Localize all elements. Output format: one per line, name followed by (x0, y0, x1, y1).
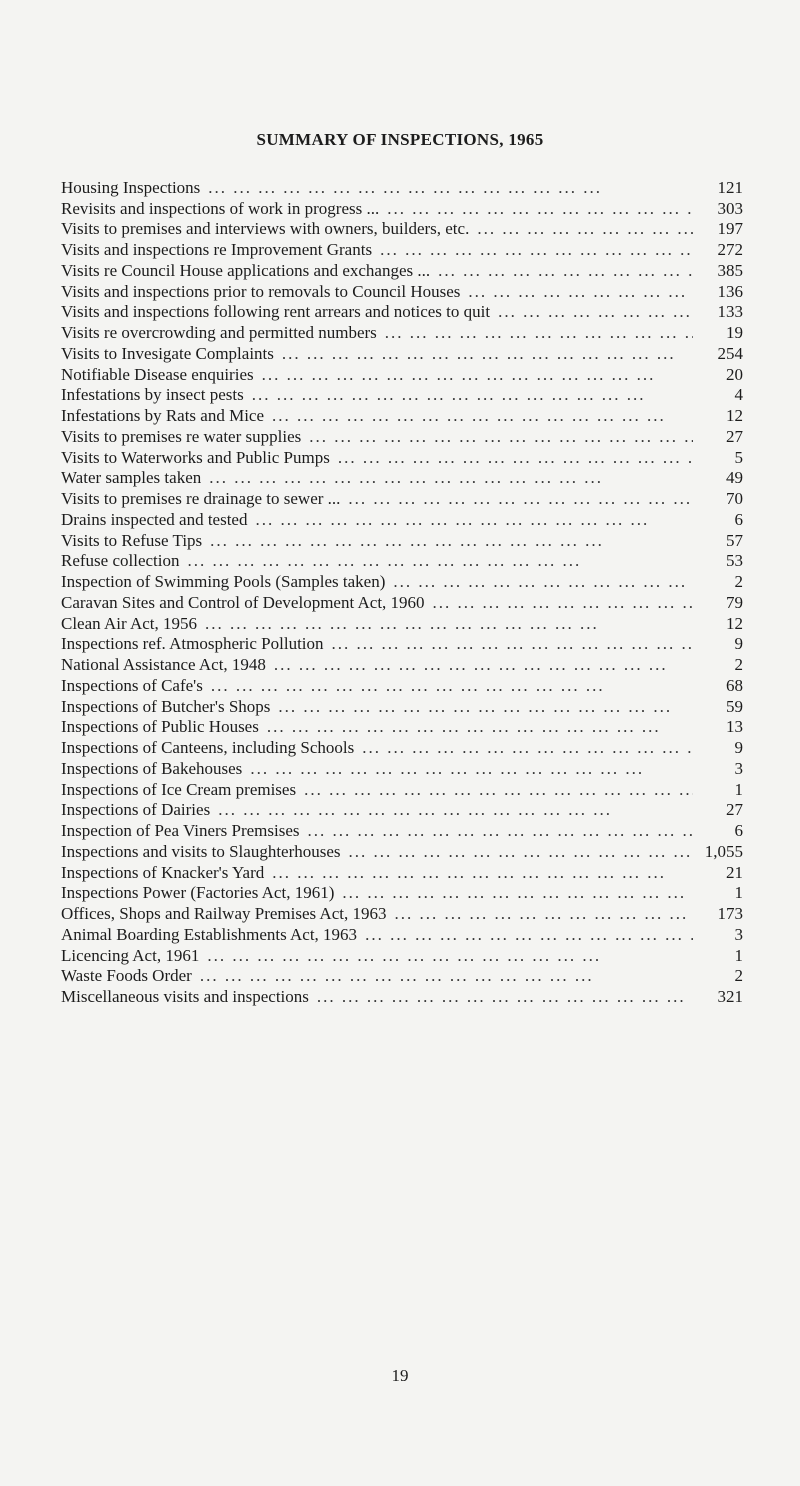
inspection-count: 133 (717, 302, 743, 322)
inspection-row (61, 405, 743, 426)
inspection-count: 27 (726, 426, 743, 446)
inspection-row (61, 654, 743, 675)
inspection-count: 6 (734, 509, 743, 529)
inspection-count: 12 (726, 613, 743, 633)
inspection-label: Revisits and inspections of work in progress ... (61, 198, 380, 218)
inspection-label: Inspections of Knacker's Yard (61, 862, 265, 882)
inspection-count: 254 (717, 343, 743, 363)
dot-leader (380, 240, 693, 260)
dot-leader (498, 302, 693, 322)
inspection-count: 5 (734, 447, 743, 467)
inspection-row (61, 260, 743, 281)
inspection-row (61, 903, 743, 924)
inspection-row (61, 966, 743, 987)
inspection-count: 6 (734, 821, 743, 840)
inspection-count: 9 (734, 634, 743, 654)
dot-leader (349, 842, 693, 862)
inspection-count: 2 (734, 572, 743, 591)
inspection-label: Visits to Refuse Tips (61, 530, 203, 550)
inspection-label: Inspections of Public Houses (61, 717, 259, 737)
inspection-label: Visits to premises re drainage to sewer ... (61, 489, 341, 508)
inspection-label: Infestations by insect pests (61, 385, 244, 405)
inspection-count: 303 (717, 198, 743, 218)
dot-leader (477, 219, 693, 239)
inspection-label: Visits and inspections following rent arrears and notices to quit (61, 302, 491, 322)
inspection-label: Visits re overcrowding and permitted numbers (61, 323, 377, 342)
inspection-count: 20 (726, 364, 743, 384)
inspection-row (61, 779, 743, 800)
inspection-count: 49 (726, 468, 743, 488)
inspection-label: Visits to Invesigate Complaints (61, 343, 274, 363)
inspection-row (61, 302, 743, 323)
dot-leader (210, 531, 693, 551)
inspection-count: 1 (734, 945, 743, 965)
inspection-row (61, 530, 743, 551)
dot-leader (211, 676, 693, 696)
page-number: 19 (391, 1366, 409, 1385)
dot-leader (304, 780, 693, 800)
dot-leader (205, 614, 693, 634)
inspection-count: 121 (717, 177, 743, 197)
inspection-row (61, 924, 743, 945)
dot-leader (308, 821, 693, 841)
dot-leader (365, 925, 693, 945)
inspection-label: Inspection of Pea Viners Premsises (61, 821, 300, 840)
inspection-row (61, 219, 743, 240)
inspection-label: Caravan Sites and Control of Development Act, 1960 (61, 592, 425, 612)
dot-leader (274, 655, 693, 675)
inspection-row (61, 717, 743, 738)
inspection-label: Inspections of Butcher's Shops (61, 696, 271, 716)
inspection-count: 136 (717, 281, 743, 301)
dot-leader (394, 904, 693, 924)
dot-leader (252, 385, 693, 405)
inspection-count: 3 (734, 758, 743, 778)
inspection-label: Clean Air Act, 1956 (61, 613, 197, 633)
dot-leader (272, 863, 693, 883)
inspection-row (61, 488, 743, 509)
inspection-label: National Assistance Act, 1948 (61, 655, 266, 674)
inspection-count: 27 (726, 800, 743, 820)
inspection-row (61, 862, 743, 883)
inspection-label: Visits to premises re water supplies (61, 426, 302, 446)
dot-leader (272, 406, 693, 426)
inspection-count: 53 (726, 551, 743, 571)
dot-leader (278, 697, 693, 717)
inspection-row (61, 696, 743, 717)
inspection-label: Miscellaneous visits and inspections (61, 987, 309, 1006)
inspection-row (61, 800, 743, 821)
dot-leader (393, 572, 693, 592)
dot-leader (208, 178, 693, 198)
dot-leader (317, 987, 693, 1007)
inspection-label: Visits and inspections re Improvement Grants (61, 240, 373, 259)
dot-leader (262, 365, 693, 385)
inspection-count: 4 (734, 385, 743, 405)
inspection-row (61, 385, 743, 406)
inspection-count: 3 (734, 924, 743, 944)
inspection-row (61, 426, 743, 447)
inspection-label: Inspections of Bakehouses (61, 758, 243, 778)
inspection-label: Licencing Act, 1961 (61, 945, 200, 965)
page-title: SUMMARY OF INSPECTIONS, 1965 (256, 130, 544, 149)
inspection-count: 2 (734, 966, 743, 986)
dot-leader (282, 344, 693, 364)
inspection-count: 79 (726, 592, 743, 612)
inspection-label: Water samples taken (61, 468, 202, 488)
dot-leader (250, 759, 693, 779)
inspection-label: Animal Boarding Establishments Act, 1963 (61, 924, 358, 944)
inspection-row (61, 945, 743, 966)
inspection-count: 272 (717, 240, 743, 259)
dot-leader (362, 738, 693, 758)
inspection-label: Notifiable Disease enquiries (61, 364, 254, 384)
dot-leader (209, 468, 693, 488)
inspection-count: 321 (717, 987, 743, 1006)
inspection-row (61, 177, 743, 198)
inspection-count: 68 (726, 675, 743, 695)
inspection-row (61, 571, 743, 592)
dot-leader (267, 717, 693, 737)
inspection-count: 57 (726, 530, 743, 550)
inspection-count: 59 (726, 696, 743, 716)
inspection-row (61, 737, 743, 758)
inspection-count: 197 (717, 219, 743, 239)
inspection-label: Inspections and visits to Slaughterhouses (61, 841, 341, 861)
inspection-label: Inspection of Swimming Pools (Samples taken) (61, 572, 386, 591)
inspection-label: Inspections of Dairies (61, 800, 211, 820)
inspection-row (61, 447, 743, 468)
inspection-row (61, 322, 743, 343)
inspection-count: 1,055 (704, 841, 743, 861)
inspection-row (61, 883, 743, 904)
dot-leader (338, 448, 693, 468)
inspection-label: Offices, Shops and Railway Premises Act, 1963 (61, 904, 387, 923)
dot-leader (255, 510, 693, 530)
inspection-row (61, 986, 743, 1007)
inspection-label: Infestations by Rats and Mice (61, 406, 265, 425)
inspection-row (61, 551, 743, 572)
inspection-count: 173 (717, 904, 743, 923)
inspection-row (61, 758, 743, 779)
dot-leader (218, 800, 693, 820)
inspection-label: Inspections Power (Factories Act, 1961) (61, 883, 335, 903)
dot-leader (387, 199, 693, 219)
inspection-count: 1 (734, 883, 743, 903)
inspections-list (61, 177, 743, 1007)
inspection-row (61, 281, 743, 302)
dot-leader (309, 427, 693, 447)
inspection-count: 12 (726, 406, 743, 425)
inspection-row (61, 343, 743, 364)
inspection-row (61, 509, 743, 530)
dot-leader (385, 323, 693, 343)
inspection-label: Inspections of Ice Cream premises (61, 779, 297, 799)
dot-leader (433, 593, 693, 613)
dot-leader (332, 634, 693, 654)
inspection-label: Refuse collection (61, 551, 180, 571)
inspection-label: Visits and inspections prior to removals to Council Houses (61, 281, 461, 301)
dot-leader (438, 261, 693, 281)
inspection-row (61, 841, 743, 862)
inspection-row (61, 592, 743, 613)
inspection-count: 9 (734, 738, 743, 757)
dot-leader (200, 966, 693, 986)
inspection-row (61, 468, 743, 489)
inspection-row (61, 613, 743, 634)
inspection-row (61, 675, 743, 696)
inspection-label: Inspections of Canteens, including Schools (61, 738, 355, 757)
inspection-label: Waste Foods Order (61, 966, 192, 986)
inspection-count: 21 (726, 862, 743, 882)
inspection-label: Visits to Waterworks and Public Pumps (61, 447, 330, 467)
inspection-label: Inspections of Cafe's (61, 675, 203, 695)
inspection-count: 70 (726, 489, 743, 508)
dot-leader (348, 489, 693, 509)
inspection-row (61, 239, 743, 260)
inspection-row (61, 364, 743, 385)
inspection-count: 13 (726, 717, 743, 737)
dot-leader (468, 282, 693, 302)
inspection-count: 385 (717, 260, 743, 280)
inspection-count: 1 (734, 779, 743, 799)
dot-leader (188, 551, 694, 571)
inspection-label: Inspections ref. Atmospheric Pollution (61, 634, 324, 654)
inspection-row (61, 198, 743, 219)
inspection-label: Visits re Council House applications and exchanges ... (61, 260, 431, 280)
inspection-label: Drains inspected and tested (61, 509, 248, 529)
dot-leader (207, 946, 693, 966)
inspection-row (61, 634, 743, 655)
inspection-count: 2 (734, 655, 743, 674)
inspection-count: 19 (726, 323, 743, 342)
dot-leader (342, 883, 693, 903)
inspection-label: Visits to premises and interviews with owners, builders, etc. (61, 219, 470, 239)
inspection-label: Housing Inspections (61, 177, 201, 197)
inspection-row (61, 820, 743, 841)
